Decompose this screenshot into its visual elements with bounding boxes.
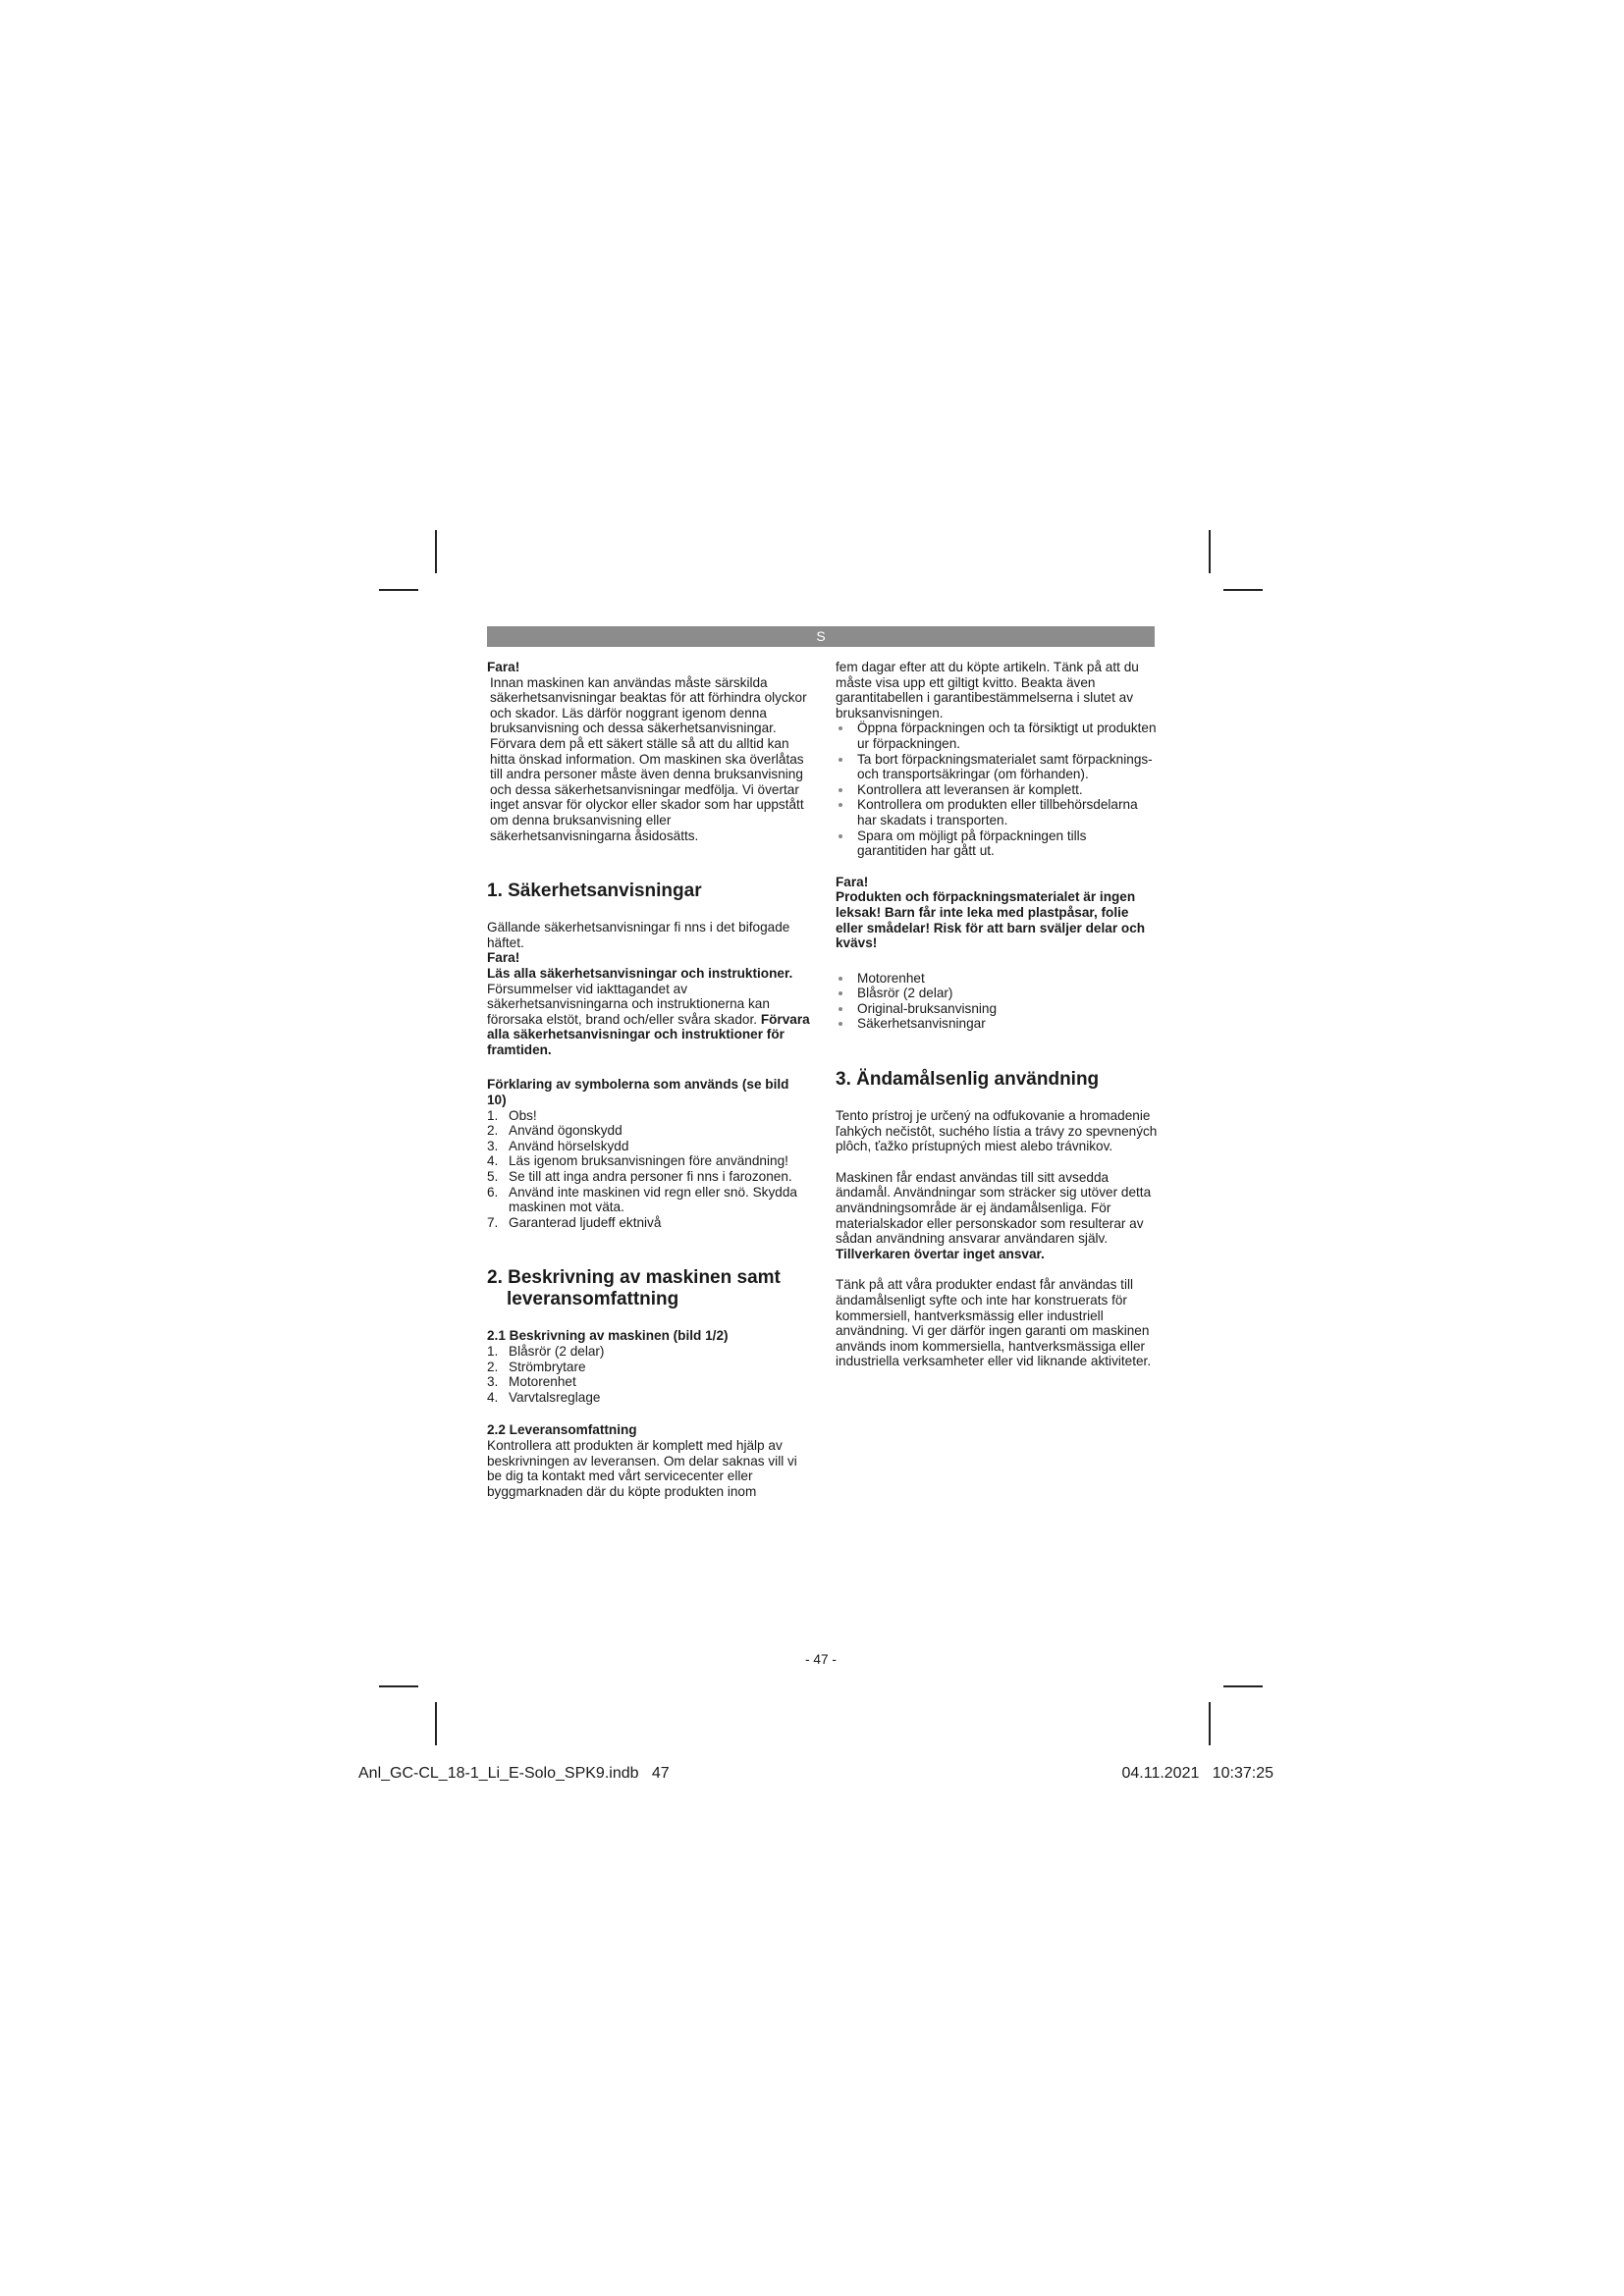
symbols-heading: Förklaring av symbolerna som används (se bild 10)	[487, 1077, 789, 1108]
section-2-title: 2. Beskrivning av maskinen samt leveransomfattning	[487, 1267, 781, 1310]
list-item: 1. Obs!	[487, 1107, 537, 1123]
list-item: 3. Motorenhet	[487, 1374, 576, 1390]
warning-text: Försummelser vid iakttagandet av säkerhetsanvisningarna och instruktionerna kan förorsaka elstöt, brand och/eller svåra skador.	[487, 981, 770, 1027]
list-item: Kontrollera att leveransen är komplett.	[836, 782, 1160, 798]
warning-bold-text: Läs alla säkerhetsanvisningar och instruktioner.	[487, 965, 793, 981]
warning-bold-text-2: Förvara alla säkerhetsanvisningar och instruktioner för framtiden.	[487, 1011, 810, 1057]
bullet-icon	[839, 1007, 842, 1011]
section-3-paragraph-3: Tänk på att våra produkter endast får användas till ändamålsenligt syfte och inte har konstruerats för kommersiell, hantverksmässig eller industriell användning. Vi ger därför ingen garanti om maskinen används inom kommersiella, hantverksmässiga eller industriella verksamheter eller vid liknande aktiviteter.	[836, 1277, 1152, 1369]
section-1-title: 1. Säkerhetsanvisningar	[487, 881, 702, 902]
crop-mark-top-right-horizontal	[1223, 589, 1263, 591]
bullet-icon	[839, 803, 842, 807]
crop-mark-top-right-vertical	[1209, 530, 1211, 573]
list-item: Kontrollera om produkten eller tillbehörsdelarna har skadats i transporten.	[836, 797, 1160, 828]
list-item: Blåsrör (2 delar)	[836, 986, 1160, 1001]
section-3-paragraph-1: Tento prístroj je určený na odfukovanie a hromadenie ľahkých nečistôt, suchého lístia a trávy zo spevnených plôch, ťažko prístupných miest alebo trávnikov.	[836, 1108, 1158, 1154]
right-column	[836, 660, 1160, 1369]
section-3-title: 3. Ändamålsenlig användning	[836, 1069, 1100, 1091]
section-3-paragraph-2: Maskinen får endast användas till sitt avsedda ändamål. Användningar som sträcker sig utöver detta användningsområde är ej ändamålsenliga. För materialskador eller personskador som resulterar av sådan användning ansvarar användaren själv. Tillverkaren övertar inget ansvar.	[836, 1169, 1152, 1261]
footer-date-time: 04.11.2021 10:37:25	[1121, 1765, 1273, 1782]
subsection-2-2-title: 2.2 Leveransomfattning	[487, 1422, 637, 1438]
bullet-icon	[839, 834, 842, 838]
crop-mark-bottom-left-horizontal	[379, 1685, 418, 1687]
intro-paragraph: Innan maskinen kan användas måste särskilda säkerhetsanvisningar beaktas för att förhindra olyckor och skador. Läs därför noggrant igenom denna bruksanvisning och dessa säkerhetsanvisningar. Förvara dem på ett säkert ställe så att du alltid kan hitta önskad information. Om maskinen ska överlåtas till andra personer måste även denna bruksanvisning och dessa säkerhetsanvisningar medfölja. Vi övertar inget ansvar för olyckor eller skador som har uppstått om denna bruksanvisning eller säkerhetsanvisningarna åsidosätts.	[490, 674, 807, 843]
section-1-text: Gällande säkerhetsanvisningar fi nns i det bifogade häftet.	[487, 920, 790, 950]
list-item: 3. Använd hörselskydd	[487, 1138, 629, 1153]
page-number: - 47 -	[805, 1652, 837, 1667]
list-item: Säkerhetsanvisningar	[836, 1016, 1160, 1032]
footer-file-info: Anl_GC-CL_18-1_Li_E-Solo_SPK9.indb 47	[358, 1765, 670, 1782]
crop-mark-top-left-vertical	[435, 530, 437, 573]
left-column	[487, 660, 811, 1499]
list-item: 4. Läs igenom bruksanvisningen före användning!	[487, 1153, 788, 1169]
list-item: Spara om möjligt på förpackningen tills garantitiden har gått ut.	[836, 828, 1160, 859]
bullet-icon	[839, 1022, 842, 1026]
list-item: Original-bruksanvisning	[836, 1001, 1160, 1017]
list-item: 2. Strömbrytare	[487, 1359, 586, 1374]
crop-mark-bottom-right-vertical	[1209, 1702, 1211, 1745]
bullet-icon	[839, 991, 842, 995]
bullet-icon	[839, 977, 842, 981]
danger-label: Fara!	[487, 950, 520, 966]
crop-mark-top-left-horizontal	[379, 589, 418, 591]
bullet-icon	[839, 788, 842, 792]
danger-text: Produkten och förpackningsmaterialet är ingen leksak! Barn får inte leka med plastpåsar, folie eller smådelar! Risk för att barn sväljer delar och kvävs!	[836, 889, 1146, 951]
continued-paragraph: fem dagar efter att du köpte artikeln. Tänk på att du måste visa upp ett giltigt kvitto. Beakta även garantitabellen i garantibestämmelserna i slutet av bruksanvisningen.	[836, 660, 1139, 721]
parts-list	[487, 1344, 811, 1405]
list-item: 6. Använd inte maskinen vid regn eller snö. Skydda maskinen mot väta.	[487, 1184, 797, 1215]
crop-mark-bottom-right-horizontal	[1223, 1685, 1263, 1687]
list-item: Ta bort förpackningsmaterialet samt förpacknings- och transportsäkringar (om förhanden).	[836, 752, 1160, 782]
list-item: Motorenhet	[836, 971, 1160, 987]
danger-label: Fara!	[487, 660, 520, 674]
list-item: 5. Se till att inga andra personer fi nns i farozonen.	[487, 1169, 792, 1185]
crop-mark-bottom-left-vertical	[435, 1702, 437, 1745]
symbols-list	[487, 1108, 811, 1231]
list-item: 1. Blåsrör (2 delar)	[487, 1344, 605, 1359]
bullet-icon	[839, 726, 842, 730]
language-header-bar: S	[487, 626, 1155, 647]
danger-label: Fara!	[836, 874, 869, 889]
unpacking-steps-list	[836, 721, 1160, 858]
list-item: Öppna förpackningen och ta försiktigt ut produkten ur förpackningen.	[836, 721, 1160, 751]
list-item: 7. Garanterad ljudeff ektnivå	[487, 1214, 662, 1230]
list-item: 2. Använd ögonskydd	[487, 1123, 623, 1139]
bullet-icon	[839, 758, 842, 762]
safety-warning	[487, 966, 811, 1058]
subsection-2-1-title: 2.1 Beskrivning av maskinen (bild 1/2)	[487, 1328, 729, 1344]
subsection-2-2-text: Kontrollera att produkten är komplett med hjälp av beskrivningen av leveransen. Om delar saknas vill vi be dig ta kontakt med vårt servicecenter eller byggmarknaden där du köpte produkten inom	[487, 1437, 797, 1499]
delivery-contents-list	[836, 971, 1160, 1032]
list-item: 4. Varvtalsreglage	[487, 1389, 601, 1405]
